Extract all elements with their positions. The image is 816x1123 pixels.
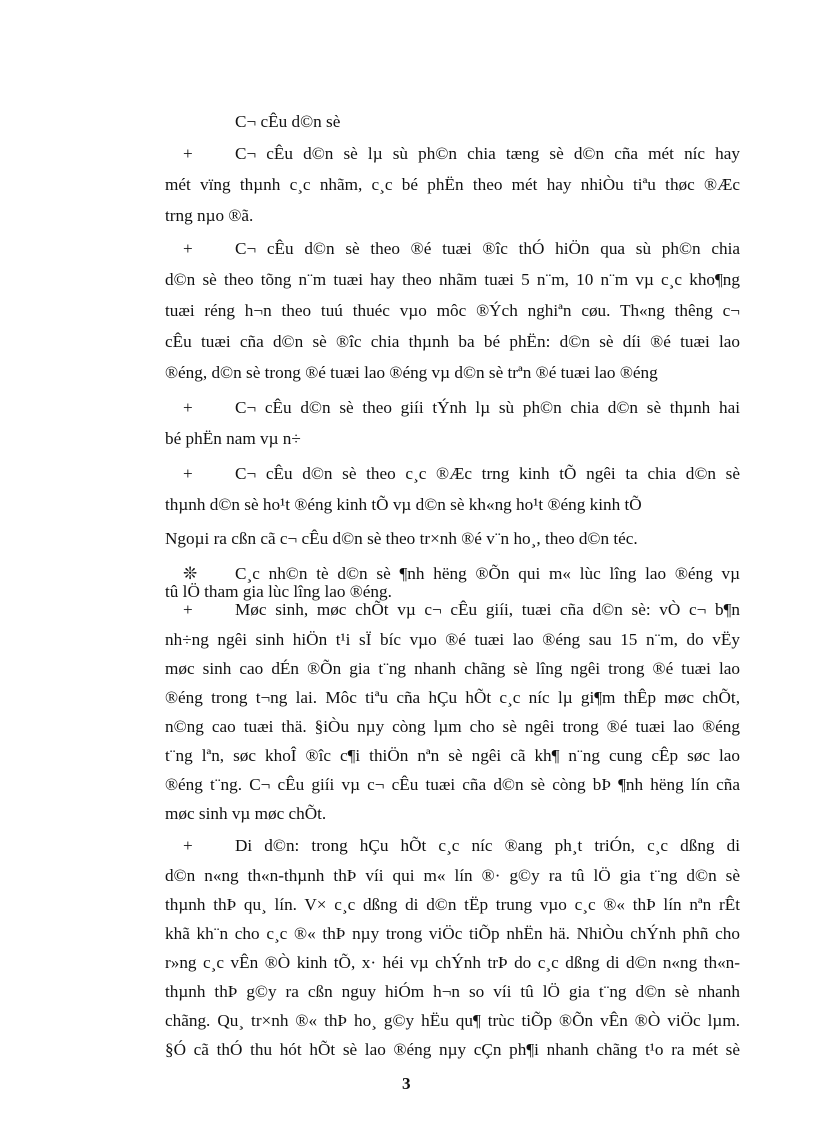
plus-marker: + [183,144,193,163]
text-line: thµnh d©n sè ho¹t ®éng kinh tÕ vµ d©n sè kh«ng ho¹t ®éng kinh tÕ [165,495,642,514]
text-line: khã kh¨n cho c¸c ®« thÞ nµy trong viÖc tiÕp nhËn hä. NhiÒu chÝnh phñ cho [165,924,740,943]
text-line: nh÷ng ngêi sinh hiÖn t¹i sÏ bíc vµo ®é tuæi lao ®éng sau 15 n¨m, do vËy [165,630,740,649]
text-line: C¬ cÊu d©n sè theo giíi tÝnh lµ sù ph©n chia d©n sè thµnh hai [235,398,740,417]
text-line: thµnh thÞ qu¸ lín. V× c¸c dßng di d©n tËp trung vµo c¸c ®« thÞ lín nªn rÊt [165,895,740,914]
asterisk-marker: ❊ [183,564,198,583]
text-line: mét vïng thµnh c¸c nhãm, c¸c bé phËn theo mét hay nhiÒu tiªu thøc ®Æc [165,175,740,194]
page-number: 3 [402,1074,411,1093]
text-line: ®éng t¨ng. C¬ cÊu giíi vµ c¬ cÊu tuæi cña d©n sè còng bÞ ¶nh hëng lín cña [165,775,740,794]
text-line: d©n sè theo tõng n¨m tuæi hay theo nhãm tuæi 5 n¨m, 10 n¨m vµ c¸c kho¶ng [165,270,740,289]
plus-marker: + [183,239,193,258]
text-line: møc sinh cao dÉn ®Õn gia t¨ng nhanh chãng sè lîng ngêi trong ®é tuæi lao [165,659,740,678]
text-line: r»ng c¸c vÊn ®Ò kinh tÕ, x· héi vµ chÝnh trÞ do c¸c dßng di d©n n«ng th«n- [165,953,740,972]
text-line: thµnh thÞ g©y ra cßn nguy hiÓm h¬n so víi tû lÖ gia t¨ng d©n sè nhanh [165,982,740,1001]
plus-marker: + [183,464,193,483]
text-line: n©ng cao tuæi thä. §iÒu nµy còng lµm cho sè ngêi trong ®é tuæi lao ®éng [165,717,740,736]
text-line: d©n n«ng th«n-thµnh thÞ víi qui m« lín ®· g©y ra tû lÖ gia t¨ng d©n sè [165,866,740,885]
text-line: §Ó cã thÓ thu hót hÕt sè lao ®éng nµy cÇn ph¶i nhanh chãng t¹o ra mét sè [165,1040,740,1059]
text-line: C¬ cÊu d©n sè lµ sù ph©n chia tæng sè d©n cña mét níc hay [235,144,740,163]
text-line: trng nµo ®ã. [165,206,254,225]
text-line: ®éng trong t¬ng lai. Môc tiªu cña hÇu hÕt c¸c níc lµ gi¶m thÊp møc chÕt, [165,688,740,707]
plus-marker: + [183,836,193,855]
text-line: tuæi réng h¬n theo tuú thuéc vµo môc ®Ých nghiªn cøu. Th«ng thêng c¬ [165,301,740,320]
text-line: ®éng, d©n sè trong ®é tuæi lao ®éng vµ d©n sè trªn ®é tuæi lao ®éng [165,363,658,382]
text-line: C¬ cÊu d©n sè theo c¸c ®Æc trng kinh tÕ ngêi ta chia d©n sè [235,464,740,483]
text-line: tû lÖ tham gia lùc lîng lao ®éng. [165,582,392,601]
text-line: cÊu tuæi cña d©n sè ®îc chia thµnh ba bé phËn: d©n sè díi ®é tuæi lao [165,332,740,351]
plus-marker: + [183,398,193,417]
text-line: bé phËn nam vµ n÷ [165,429,301,448]
text-line: Ngoµi ra cßn cã c¬ cÊu d©n sè theo tr×nh ®é v¨n ho¸, theo d©n téc. [165,529,638,548]
text-line: t¨ng lªn, søc khoÎ ®îc c¶i thiÖn nªn sè ngêi cã kh¶ n¨ng cung cÊp søc lao [165,746,740,765]
text-line: Di d©n: trong hÇu hÕt c¸c níc ®ang ph¸t triÓn, c¸c dßng di [235,836,740,855]
plus-marker: + [183,600,193,619]
text-line: C¬ cÊu d©n sè theo ®é tuæi ®îc thÓ hiÖn qua sù ph©n chia [235,239,740,258]
text-line: chãng. Qu¸ tr×nh ®« thÞ ho¸ g©y hËu qu¶ trùc tiÕp ®Õn vÊn ®Ò viÖc lµm. [165,1011,740,1030]
text-line: C¸c nh©n tè d©n sè ¶nh hëng ®Õn qui m« lùc lîng lao ®éng vµ [235,564,740,583]
section-heading: C¬ cÊu d©n sè [235,112,341,131]
text-line: Møc sinh, møc chÕt vµ c¬ cÊu giíi, tuæi cña d©n sè: vÒ c¬ b¶n [235,600,740,619]
text-line: møc sinh vµ møc chÕt. [165,804,327,823]
